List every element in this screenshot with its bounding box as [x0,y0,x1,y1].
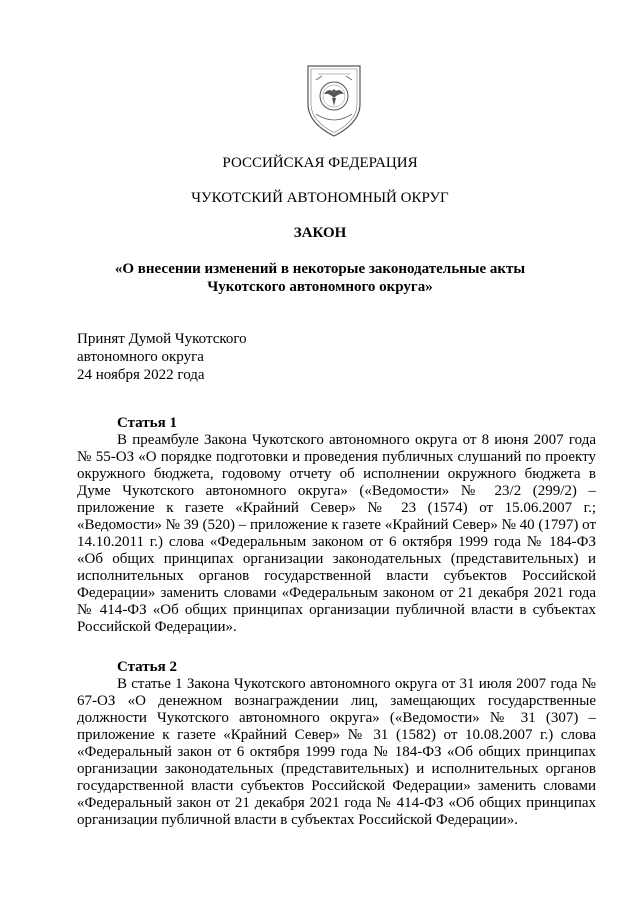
region-heading: ЧУКОТСКИЙ АВТОНОМНЫЙ ОКРУГ [191,190,449,206]
document-type-heading: ЗАКОН [293,225,347,241]
country-heading: РОССИЙСКАЯ ФЕДЕРАЦИЯ [222,155,418,171]
article-2-title: Статья 2 [117,659,177,675]
adoption-line-2: автономного округа [77,349,204,365]
article-2 [77,659,596,829]
article-2-text: В статье 1 Закона Чукотского автономного округа от 31 июля 2007 года № 67-ОЗ «О денежном вознаграждении лиц, замещающих государственные должности Чукотского автономного округа» («Ведомости» № 31 (307) – приложение к газете «Крайний Север» № 31 (1582) от 10.08.2007 г.) слова «Федеральный закон от 6 октября 1999 года № 184-ФЗ «Об общих принципах организации законодательных (представительных) и исполнительных органов государственной власти субъектов Российской Федерации» заменить словами «Федеральный закон от 21 декабря 2021 года № 414-ФЗ «Об общих принципах организации публичной власти в субъектах Российской Федерации». [77,676,596,828]
adoption-date: 24 ноября 2022 года [77,367,205,383]
adoption-line-1: Принят Думой Чукотского [77,331,247,347]
coat-of-arms-icon [302,60,366,138]
article-1 [77,415,596,636]
law-title [0,260,640,296]
article-1-text: В преамбуле Закона Чукотского автономного округа от 8 июня 2007 года № 55-ОЗ «О порядке подготовки и проведения публичных слушаний по проекту окружного бюджета, годовому отчету об исполнении окружного бюджета в Думе Чукотского автономного округа» («Ведомости» № 23/2 (299/2) – приложение к газете «Крайний Север» № 23 (1574) от 15.06.2007 г.; «Ведомости» № 39 (520) – приложение к газете «Крайний Север» № 40 (1797) от 14.10.2011 г.) слова «Федеральным законом от 6 октября 1999 года № 184-ФЗ «Об общих принципах организации законодательных (представительных) и исполнительных органов государственной власти субъектов Российской Федерации» заменить словами «Федеральным законом от 21 декабря 2021 года № 414-ФЗ «Об общих принципах организации публичной власти в субъектах Российской Федерации». [77,432,596,635]
adoption-info [77,330,247,384]
law-title-line-2: Чукотского автономного округа» [207,279,433,295]
law-title-line-1: «О внесении изменений в некоторые законодательные акты [114,261,526,277]
article-1-title: Статья 1 [117,415,177,431]
